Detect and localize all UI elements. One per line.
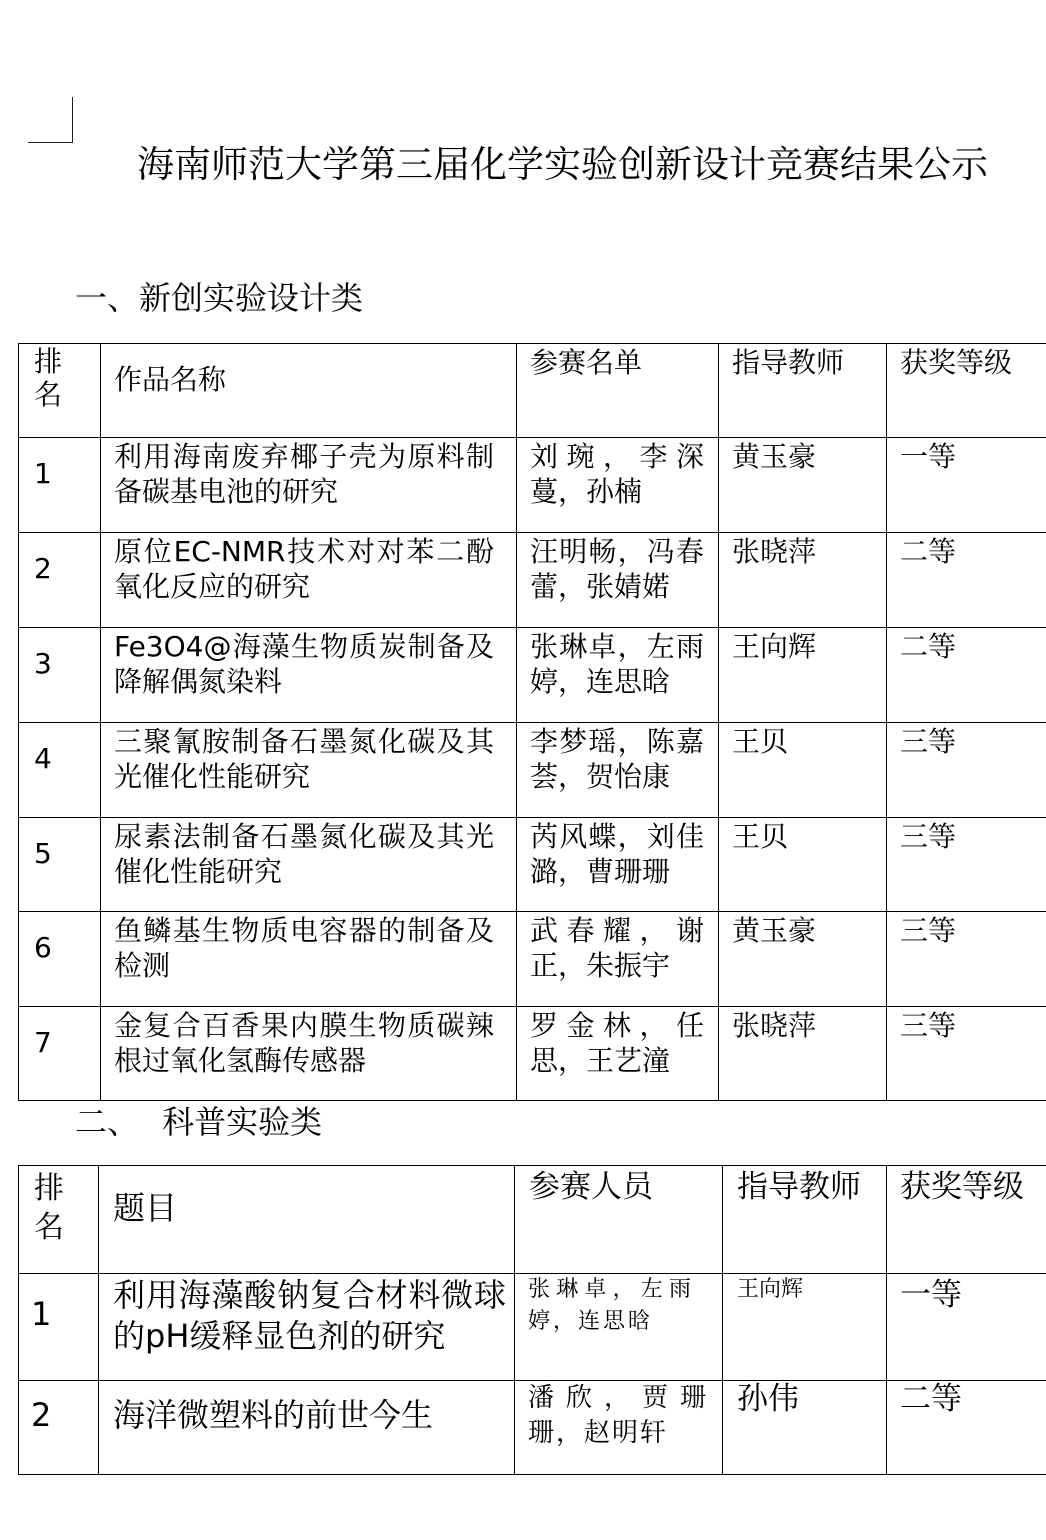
rank-cell: 6 <box>19 912 101 1007</box>
work-title-cell: 海洋微塑料的前世今生 <box>99 1381 515 1475</box>
table-row <box>19 533 1046 628</box>
table-header-row <box>19 344 1046 438</box>
participants-cell: 潘欣，贾珊珊，赵明轩 <box>515 1381 723 1475</box>
table-row <box>19 1274 1046 1381</box>
header-title: 题目 <box>99 1166 515 1274</box>
participants-cell: 芮风蝶，刘佳潞，曹珊珊 <box>517 818 719 912</box>
participants-cell: 张琳卓，左雨婷，连思晗 <box>517 628 719 723</box>
award-cell: 三等 <box>887 912 1046 1007</box>
award-cell: 一等 <box>887 1274 1046 1381</box>
rank-cell: 5 <box>19 818 101 912</box>
results-table-innovation <box>18 343 1046 1101</box>
header-rank: 排名 <box>19 344 101 438</box>
header-award: 获奖等级 <box>887 344 1046 438</box>
rank-cell: 2 <box>19 1381 99 1475</box>
advisor-cell: 张晓萍 <box>719 533 887 628</box>
rank-cell: 2 <box>19 533 101 628</box>
section-heading-popular-science: 二、 科普实验类 <box>75 1103 323 1141</box>
work-title-cell: Fe3O4@海藻生物质炭制备及降解偶氮染料 <box>101 628 517 723</box>
work-title-cell: 原位EC-NMR技术对对苯二酚氧化反应的研究 <box>101 533 517 628</box>
table-row <box>19 723 1046 818</box>
award-cell: 二等 <box>887 628 1046 723</box>
participants-cell: 张琳卓，左雨婷，连思晗 <box>515 1274 723 1381</box>
work-title-cell: 三聚氰胺制备石墨氮化碳及其光催化性能研究 <box>101 723 517 818</box>
table-row <box>19 912 1046 1007</box>
advisor-cell: 王贝 <box>719 723 887 818</box>
award-cell: 三等 <box>887 818 1046 912</box>
award-cell: 三等 <box>887 723 1046 818</box>
rank-cell: 3 <box>19 628 101 723</box>
advisor-cell: 黄玉豪 <box>719 438 887 533</box>
advisor-cell: 孙伟 <box>723 1381 887 1475</box>
results-table-popular-science <box>18 1165 1046 1475</box>
table-row <box>19 628 1046 723</box>
corner-crop-mark <box>28 97 73 143</box>
participants-cell: 刘琬，李深蔓，孙楠 <box>517 438 719 533</box>
advisor-cell: 张晓萍 <box>719 1007 887 1101</box>
work-title-cell: 鱼鳞基生物质电容器的制备及检测 <box>101 912 517 1007</box>
award-cell: 一等 <box>887 438 1046 533</box>
header-participants: 参赛名单 <box>517 344 719 438</box>
header-title: 作品名称 <box>101 344 517 438</box>
work-title-cell: 金复合百香果内膜生物质碳辣根过氧化氢酶传感器 <box>101 1007 517 1101</box>
document-title: 海南师范大学第三届化学实验创新设计竞赛结果公示 <box>137 143 988 186</box>
award-cell: 二等 <box>887 1381 1046 1475</box>
work-title-cell: 利用海藻酸钠复合材料微球的pH缓释显色剂的研究 <box>99 1274 515 1381</box>
header-rank: 排名 <box>19 1166 99 1274</box>
work-title-cell: 尿素法制备石墨氮化碳及其光催化性能研究 <box>101 818 517 912</box>
advisor-cell: 王向辉 <box>723 1274 887 1381</box>
advisor-cell: 黄玉豪 <box>719 912 887 1007</box>
header-participants: 参赛人员 <box>515 1166 723 1274</box>
rank-cell: 1 <box>19 438 101 533</box>
advisor-cell: 王贝 <box>719 818 887 912</box>
participants-cell: 李梦瑶，陈嘉荟，贺怡康 <box>517 723 719 818</box>
section-heading-innovation: 一、新创实验设计类 <box>75 279 364 317</box>
table-row <box>19 818 1046 912</box>
participants-cell: 罗金林，任思，王艺潼 <box>517 1007 719 1101</box>
rank-cell: 7 <box>19 1007 101 1101</box>
rank-cell: 1 <box>19 1274 99 1381</box>
rank-cell: 4 <box>19 723 101 818</box>
table-row <box>19 438 1046 533</box>
header-award: 获奖等级 <box>887 1166 1046 1274</box>
table-row <box>19 1381 1046 1475</box>
award-cell: 三等 <box>887 1007 1046 1101</box>
header-advisor: 指导教师 <box>723 1166 887 1274</box>
table-row <box>19 1007 1046 1101</box>
header-advisor: 指导教师 <box>719 344 887 438</box>
advisor-cell: 王向辉 <box>719 628 887 723</box>
participants-cell: 武春耀，谢正，朱振宇 <box>517 912 719 1007</box>
award-cell: 二等 <box>887 533 1046 628</box>
participants-cell: 汪明畅，冯春蕾，张婧婼 <box>517 533 719 628</box>
table-header-row <box>19 1166 1046 1274</box>
work-title-cell: 利用海南废弃椰子壳为原料制备碳基电池的研究 <box>101 438 517 533</box>
